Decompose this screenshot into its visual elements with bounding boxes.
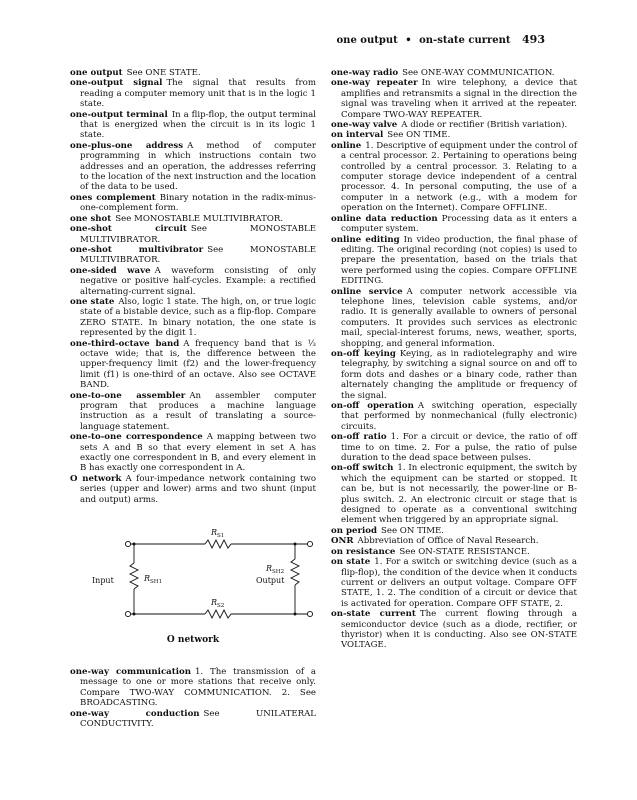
entry-term: one state <box>70 296 115 307</box>
entry-definition: 1. Descriptive of equipment under the control of a central processor. 2. Pertaining to operations being controlled by a central processor. 3. Relating to a computer storage device independent of a central processor. 4. In personal computing, the use of a computer in a network (e.g., with a modem for operation on the Internet). Compare OFFLINE. <box>341 140 577 214</box>
entry-term: O network <box>70 473 122 484</box>
dictionary-entry <box>70 474 316 505</box>
entry-term: ONR <box>331 536 354 547</box>
entry-definition: Also, logic 1 state. The high, on, or true logic state of a bistable device, such as a flip-flop. Compare ZERO STATE. In binary notation, the one state is represented by the digit 1. <box>80 296 316 339</box>
entry-term: one-way conduction <box>70 708 200 719</box>
entry-definition: See ONE STATE. <box>126 68 201 78</box>
entry-term: one-plus-one address <box>70 140 184 151</box>
dictionary-entry <box>331 536 577 546</box>
entry-definition: See MONOSTABLE MULTIVIBRATOR. <box>115 213 284 224</box>
dictionary-entry <box>331 287 577 349</box>
dictionary-entry <box>331 526 577 536</box>
dictionary-entry <box>331 78 577 120</box>
dictionary-entry <box>70 193 316 214</box>
rsh2-label <box>265 564 284 575</box>
dictionary-entry <box>331 68 577 78</box>
entry-definition: A method of computer programming in which instructions contain two addresses and an operation, the addresses referring to the location of the next instruction and the location of the data to be used. <box>80 140 316 193</box>
entry-term: on period <box>331 525 377 536</box>
input-label: Input <box>92 576 114 586</box>
running-header <box>337 33 546 46</box>
entry-term: one-output terminal <box>70 109 168 120</box>
entry-term: one-sided wave <box>70 265 151 276</box>
dictionary-entry <box>331 557 577 609</box>
entry-definition: See ONE-WAY COMMUNICATION. <box>402 68 555 78</box>
entry-term: on-state current <box>331 609 416 620</box>
entry-definition: An assembler computer program that produces a machine language instruction as a result of translating a source-language statement. <box>80 390 316 432</box>
entry-term: on-off ratio <box>331 432 387 443</box>
page-number: 493 <box>522 33 545 46</box>
left-column <box>70 68 316 730</box>
rs1-label <box>210 528 224 539</box>
svg-text:R: R <box>266 564 273 574</box>
figure-caption: O network <box>166 635 220 646</box>
entry-definition: See MONOSTABLE MULTIVIBRATOR. <box>80 224 316 245</box>
entry-term: one-way radio <box>331 68 399 78</box>
entry-definition: A four-impedance network containing two series (upper and lower) arms and two shunt (input and output) arms. <box>80 473 316 505</box>
entry-term: one-shot circuit <box>70 224 187 235</box>
entry-term: on-off keying <box>331 348 396 359</box>
entry-definition: 1. For a switch or switching device (such as a flip-flop), the condition of the device when it conducts current or delivers an output voltage. Compare OFF STATE, 1. 2. The condition of a circuit or device that is activated for operation. Compare OFF STATE, 2. <box>341 557 577 609</box>
svg-text:S2: S2 <box>217 603 225 610</box>
entry-definition: A diode or rectifier (British variation). <box>401 120 568 131</box>
dictionary-entry <box>331 609 577 651</box>
entry-term: one-to-one correspondence <box>70 432 203 443</box>
dictionary-entry <box>70 141 316 193</box>
entry-definition: Keying, as in radiotelegraphy and wire telegraphy, by switching a signal source on and off to form dots and dashes or a binary code, rather than alternately changing the amplitude or frequency of the signal. <box>341 348 578 401</box>
entry-definition: See UNILATERAL CONDUCTIVITY. <box>80 708 316 730</box>
entry-definition: The signal that results from reading a computer memory unit that is in the logic 1 state. <box>80 78 316 110</box>
entry-term: one shot <box>70 213 112 224</box>
entry-term: online service <box>331 286 403 297</box>
entry-definition: Binary notation in the radix-minus-one-complement form. <box>80 192 316 214</box>
dictionary-entry <box>331 130 577 140</box>
entry-term: on interval <box>331 130 384 141</box>
right-entries <box>331 68 577 651</box>
entry-definition: Processing data as it enters a computer system. <box>341 213 578 235</box>
entry-definition: The current flowing through a semiconductor device (such as a diode, rectifier, or thyristor) when it is conducting. Also see ON-STATE VOLTAGE. <box>341 609 577 651</box>
entry-term: one output <box>70 68 123 78</box>
header-first-term: one output <box>336 35 398 46</box>
dictionary-entry <box>70 214 316 224</box>
entry-definition: A mapping between two sets A and B so that every element in set A has exactly one correspondent in B, and every element in B has exactly one correspondent in A. <box>80 432 317 474</box>
dictionary-entry <box>331 235 577 287</box>
dictionary-entry <box>331 349 577 401</box>
dictionary-entry <box>331 547 577 557</box>
entry-term: one-way repeater <box>331 78 418 89</box>
rsh1-label <box>143 574 162 585</box>
dictionary-entry <box>70 339 316 391</box>
entry-definition: See ON TIME. <box>380 525 445 536</box>
entry-term: online <box>331 140 362 151</box>
dictionary-entry <box>70 709 316 730</box>
entry-definition: A waveform consisting of only negative or positive half-cycles. Example: a rectified alternating-current signal. <box>80 265 316 297</box>
entry-term: one-output signal <box>70 78 163 89</box>
dictionary-entry <box>331 120 577 130</box>
entry-term: on resistance <box>331 546 396 557</box>
entry-definition: See ON-STATE RESISTANCE. <box>399 546 530 557</box>
entry-term: online data reduction <box>331 213 438 224</box>
dictionary-entry <box>70 432 316 474</box>
svg-text:R: R <box>211 598 218 608</box>
rs2-label <box>210 598 224 609</box>
dictionary-entry <box>70 68 316 78</box>
entry-term: one-way valve <box>331 120 398 131</box>
o-network-figure <box>70 515 316 663</box>
entry-term: on state <box>331 557 371 568</box>
entry-definition: 1. The transmission of a message to one or more stations that receive only. Compare TWO-WAY COMMUNICATION. 2. See BROADCASTING. <box>80 667 316 709</box>
svg-text:R: R <box>144 574 151 584</box>
entry-definition: In wire telephony, a device that amplifies and retransmits a signal in the direction the signal was traveling when it arrived at the repeater. Compare TWO-WAY REPEATER. <box>341 78 577 120</box>
entry-term: one-to-one assembler <box>70 390 186 401</box>
entry-definition: A frequency band that is ⅓ octave wide; that is, the difference between the upper-frequency limit (f2) and the lower-frequency limit (f1) is one-third of an octave. Also see OCTAVE BAND. <box>80 338 316 391</box>
entry-definition: A switching operation, especially that performed by nonmechanical (fully electronic) circuits. <box>341 401 578 432</box>
dictionary-entry <box>331 214 577 235</box>
left-entries <box>70 68 316 505</box>
dictionary-entry <box>331 401 577 432</box>
header-last-term: on-state current <box>419 35 511 46</box>
entry-term: one-shot multivibrator <box>70 244 204 255</box>
dictionary-entry <box>70 667 316 709</box>
entry-term: ones complement <box>70 192 156 203</box>
entry-definition: 1. In electronic equipment, the switch by which the equipment can be started or stopped. It can be, but is not necessarily, the power-line or B-plus switch. 2. An electronic circuit or stage that is designed to operate as a conventional switching element when triggered by an appropriate signal. <box>341 463 577 526</box>
svg-text:R: R <box>211 528 218 538</box>
dictionary-entry <box>331 141 577 214</box>
svg-text:SH1: SH1 <box>150 579 163 586</box>
dictionary-entry <box>331 463 577 525</box>
dictionary-entry <box>70 297 316 339</box>
left-entries-after <box>70 667 316 729</box>
dictionary-entry <box>70 391 316 433</box>
svg-text:S1: S1 <box>217 533 225 540</box>
entry-term: online editing <box>331 234 400 245</box>
output-label: Output <box>256 576 285 586</box>
entry-definition: In a flip-flop, the output terminal that is energized when the circuit is in its logic 1 state. <box>80 109 316 141</box>
entry-term: on-off switch <box>331 463 394 474</box>
dictionary-entry <box>70 224 316 245</box>
entry-definition: See ON TIME. <box>387 130 451 141</box>
dictionary-entry <box>70 78 316 109</box>
entry-definition: A computer network accessible via telephone lines, television cable systems, and/or radio. It is generally available to owners of personal computers. It provides such services as electronic mail, special-interest forums, news, weather, sports, shopping, and general information. <box>341 286 577 349</box>
entry-term: on-off operation <box>331 401 414 411</box>
header-bullet: • <box>405 35 412 46</box>
dictionary-entry <box>70 110 316 141</box>
entry-definition: Abbreviation of Office of Naval Research. <box>357 536 539 547</box>
entry-definition: See MONOSTABLE MULTIVIBRATOR. <box>80 244 316 266</box>
dictionary-entry <box>70 245 316 266</box>
svg-text:SH2: SH2 <box>272 569 285 576</box>
entry-term: one-way communication <box>70 667 191 678</box>
entry-definition: In video production, the final phase of editing. The original recording (not copies) is used to prepare the presentation, based on the trials that were performed using the copies. Compare OFFLINE EDITING. <box>341 234 578 287</box>
dictionary-entry <box>331 432 577 463</box>
entry-term: one-third-octave band <box>70 338 180 349</box>
dictionary-entry <box>70 266 316 297</box>
o-network-diagram <box>70 515 316 633</box>
right-column <box>331 68 577 651</box>
entry-definition: 1. For a circuit or device, the ratio of off time to on time. 2. For a pulse, the ratio of pulse duration to the dead space between pulses. <box>341 432 577 464</box>
